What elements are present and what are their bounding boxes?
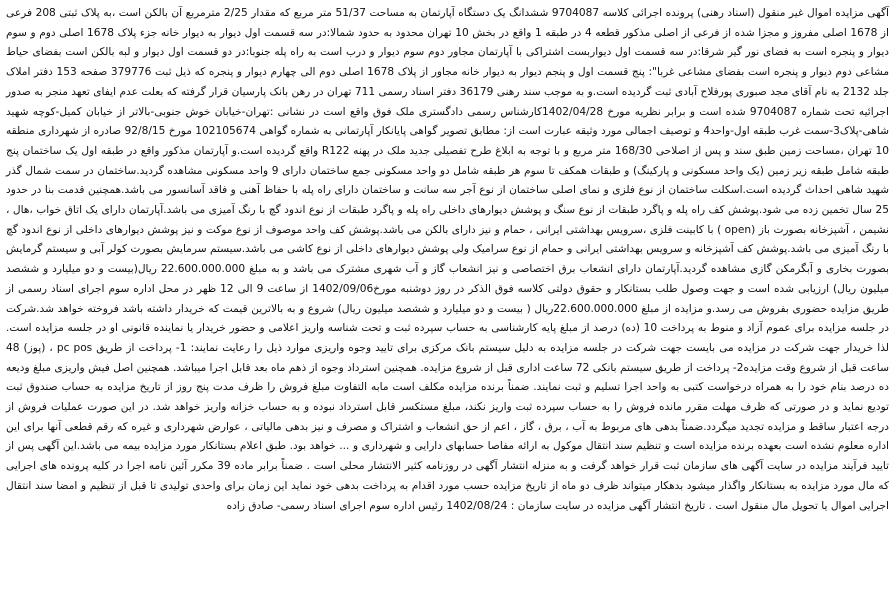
auction-notice-text: آگهی مزایده اموال غیر منقول (اسناد رهنی) پرونده اجرائی کلاسه 9704087 ششدانگ یک دستگاه آپارتمان به مساحت 51/37 متر مربع که مقدار 2/25 مترمربع آن بالکن است ،به پلاک ثبتی 208 فرعی از 1678 اصلی مفروز و مجزا شده از فرعی از اصلی مذکور قطعه 4 در طبقه 1 واقع در بخش 10 تهران محدود به حدود شمالا:در سه قسمت اول دیوار به دیوار خانه جزء پلاک 1678 اصلی دوم و سوم دیوار و پنجره است به فضای نور گیر شرقا:در سه قسمت اول دیواربست اشتراکی با آپارتمان مجاور دوم سوم دیوار و درب است به راه پله جنوبا:در دو قسمت اول دیوار و لبه بالکن است بفضای حیاط مشاعی دوم دیوار و پنجره است بفضای مشاعی غربا": پنج قسمت اول و پنجم دیوار به دیوار خانه مجاور از پلاک 1678 اصلی دوم الی چهارم دیوار و پنجره که ذیل ثبت 379776 صفحه 153 دفتر املاک جلد 2132 به نام آقای مجد صبوری پورفلاح آبادی ثبت گردیده است.و به موجب سند رهنی 36179 دفتر اسناد رسمی 711 تهران در رهن بانک پارسیان قرار گرفته که بعلت عدم ایفای تعهد منجر به صدور اجرائیه تحت شماره 9704087 شده است و برابر نظریه مورخ 1402/04/28کارشناس رسمی دادگستری ملک فوق واقع است در نشانی :تهران-خیابان خوش جنوبی-بالاتر از خیابان کمیل-کوچه شهید شاهی-پلاک3-سمت غرب طبقه اول-واحد4 و توصیف اجمالی مورد وثیقه عبارت است از: مطابق تصویر گواهی پایانکار آپارتمانی به شماره گواهی 102105674 مورخ 92/8/15 صادره از شهرداری منطقه 10 تهران ،مساحت زمین طبق سند و پس از اصلاحی 168/30 متر مربع و با توجه به ابلاغ طرح تفصیلی جدید ملک در پهنه R122 واقع گردیده است.و آپارتمان مذکور واقع در طبقه اول یک ساختمان پنج طبقه شامل طبقه زیر زمین (یک واحد مسکونی و پارکینگ) و طبقات همکف تا سوم هر طبقه شامل دو واحد مسکونی جمع ساختمان دارای 9 واحد مسکونی مشاهده گردید.ساختمان در سمت شمال گذر شهید شاهی احداث گردیده است.اسکلت ساختمان از نوع فلزی و نمای اصلی ساختمان از نوع آجر سه سانت و ساختمان دارای راه پله با حفاظ آهنی و فاقد آسانسور می باشد.همچنین قدمت بنا در حدود 25 سال تخمین زده می شود.پوشش کف راه پله و پاگرد طبقات از نوع سنگ و پوشش دیوارهای داخلی راه پله و پاگرد طبقات از نوع اندود گچ با رنگ آمیزی می باشد.آپارتمان دارای یک اتاق خواب ،هال ، نشیمن ، آشپزخانه بصورت باز (open ) با کابینت فلزی ،سرویس بهداشتی ایرانی ، حمام و نیز دارای بالکن می باشد.پوشش کف واحد موصوف از نوع موکت و نیز پوشش دیوارهای داخلی از نوع اندود گچ با رنگ آمیزی می باشد.پوشش کف آشپزخانه و سرویس بهداشتی ایرانی و حمام از نوع سرامیک ولی پوشش دیوارهای داخلی از نوع کاشی می باشد.سیستم سرمایش بصورت کولر آبی و سیستم گرمایش بصورت بخاری و آبگرمکن گازی مشاهده گردید.آپارتمان دارای انشعاب برق اختصاصی و نیز انشعاب گاز و آب شهری مشترک می باشد و به مبلغ 22.600.000.000 ریال(بیست و دو میلیارد و ششصد میلیون ریال) ارزیابی شده است و جهت وصول طلب بستانکار و حقوق دولتی کلاسه فوق الذکر در روز دوشنبه مورخ1402/09/06 از ساعت 9 الی 12 ظهر در محل اداره سوم اجرای اسناد رسمی از طریق مزایده حضوری بفروش می رسد.و مزایده از مبلغ 22.600.000.000ریال ( بیست و دو میلیارد و ششصد میلیون ریال) شروع و به بالاترین قیمت که خریدار داشته باشد فروخته خواهد شد.شرکت در جلسه مزایده برای عموم آزاد و منوط به پرداخت 10 (ده) درصد از مبلغ پایه کارشناسی به حساب سپرده ثبت و تحت شناسه واریز اعلامی و حضور خریدار یا نماینده قانونی او در جلسه مزایده است. لذا خریدار جهت شرکت در مزایده می بایست جهت شرکت در جلسه مزایده به دلیل سیستم بانک مرکزی برای تایید وجوه واریزی موارد ذیل را رعایت نمایند: 1- پرداخت از طریق pc pos ، (پوز) 48 ساعت قبل از شروع وقت مزایده2- پرداخت از طریق سیستم بانکی 72 ساعت اداری قبل از شروع مزایده. همچنین استرداد وجوه از ذهم ماه بعد قابل اجرا میباشد. همچنین اصل فیش واریزی مبلغ ودیعه ده درصد بنام خود را به همراه درخواست کتبی به واحد اجرا تسلیم و ثبت نمایند. ضمناً برنده مزایده مکلف است مابه التفاوت مبلغ فروش را ظرف مدت پنج روز از تاریخ مزایده به حساب صندوق ثبت تودیع نماید و در صورتی که ظرف مهلت مقرر مانده فروش را به حساب سپرده ثبت واریز نکند، مبلغ مستکسر قابل استرداد نبوده و به حساب خزانه واریز خواهد شد. در این صورت عملیات فروش از درجه اعتبار ساقط و مزایده تجدید میگردد.ضمناً بدهی های مربوط به آب ، برق ، گاز ، اعم از حق انشعاب و اشتراک و مصرف و نیز بدهی مالیاتی ، عوارض شهرداری و غیره که رقم قطعی آنها برای این اداره معلوم نشده است بعهده برنده مزایده است و تنظیم سند انتقال موکول به ارائه مفاصا حسابهای دارایی و شهرداری و ... خواهد بود. طبق اعلام بستانکار مورد مزایده بیمه می باشد.این آگهی پس از تایید فرآیند مزایده در سایت آگهی های سازمان ثبت قرار خواهد گرفت و به منزله انتشار آگهی در روزنامه کثیر الانتشار محلی است . ضمناً برابر ماده 39 مکرر آئین نامه اجرا در کلیه پرونده های اجرایی که مال مورد مزایده به بستانکار واگذار میشود بدهکار میتواند ظرف دو ماه از تاریخ مزایده حسب مورد اقدام به پرداخت بدهی خود نماید این زمان برای واحدی تولیدی تا قبل از تنظیم و امضا سند انتقال اجرایی اموال یا تحویل مال منقول است . تاریخ انتشار آگهی مزایده در سایت سازمان : 1402/08/24 رئیس اداره سوم اجرای اسناد رسمی- صادق زاده xyxy=(6,7,890,512)
